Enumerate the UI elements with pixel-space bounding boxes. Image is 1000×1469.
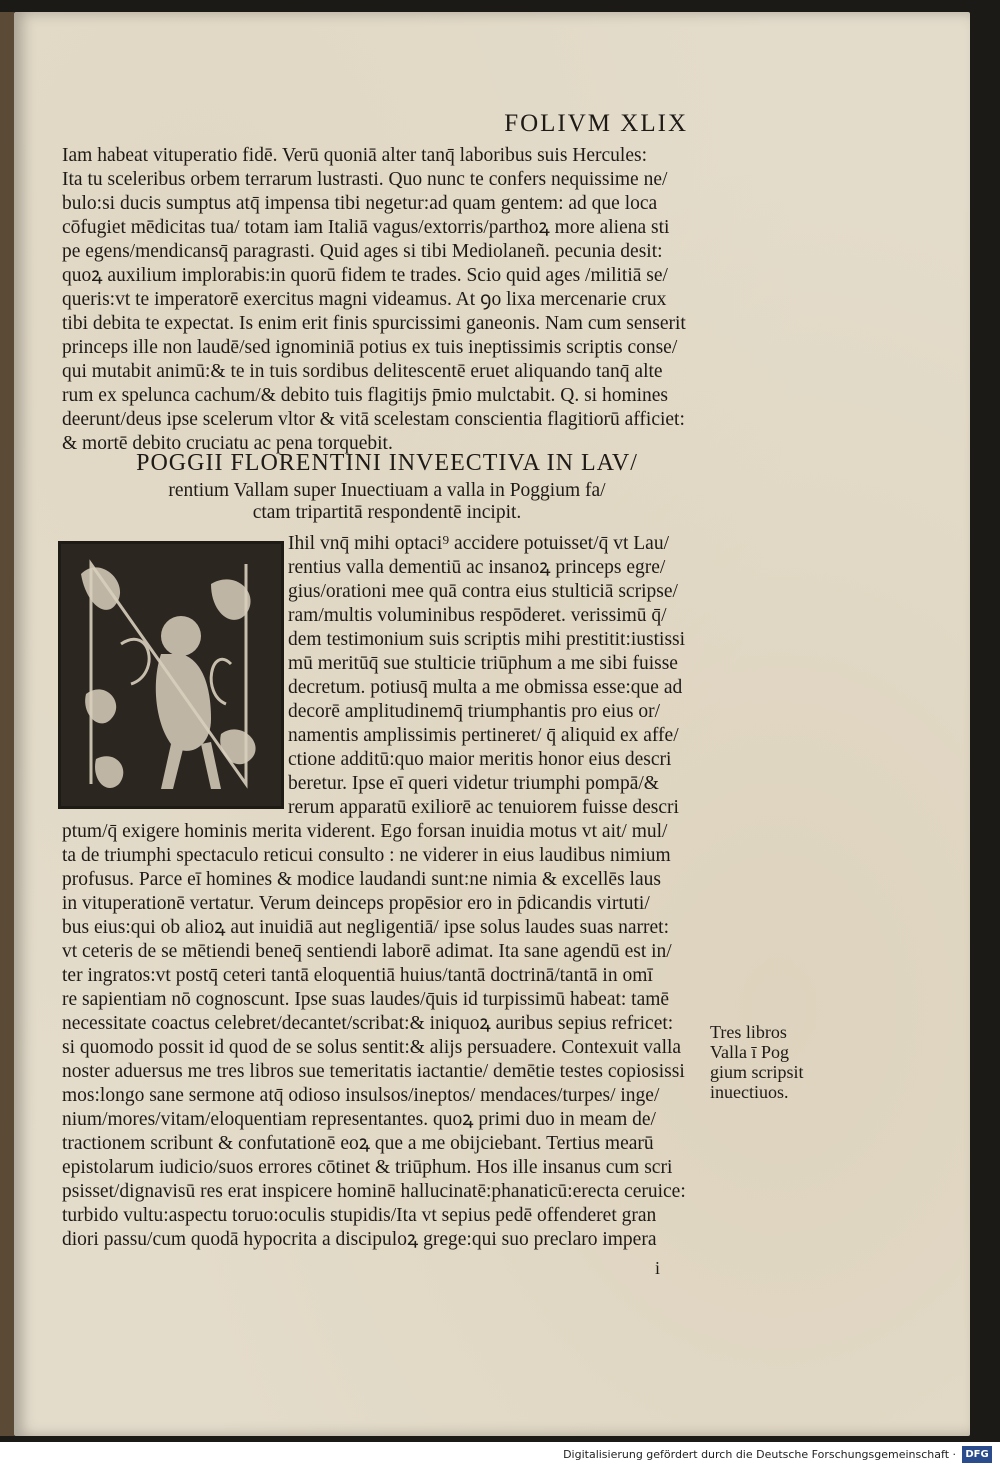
text-line: profusus. Parce eī homines & modice laudandi sunt:ne nimia & excellēs laus bbox=[62, 869, 661, 890]
text-line: ta de triumphi spectaculo reticui consulto : ne viderer in eius laudibus nimium bbox=[62, 845, 671, 866]
section-heading: POGGII FLORENTINI INVEECTIVA IN LAV/ bbox=[136, 450, 638, 476]
initial-woodcut-illustration bbox=[61, 544, 281, 806]
text-line: re sapientiam nō cognoscunt. Ipse suas laudes/q̄uis id turpissimū habeat: tamē bbox=[62, 989, 670, 1010]
text-line: in vituperationē vertatur. Verum deinceps propēsior ero in p̄dicandis virtuti/ bbox=[62, 893, 650, 914]
text-line: rerum apparatū exiliorē ac tenuiorem fuisse descri bbox=[288, 797, 679, 818]
margin-note-line: Tres libros bbox=[710, 1022, 787, 1042]
text-line: nium/mores/vitam/eloquentiam representantes. quoꝝ primi duo in meam de/ bbox=[62, 1109, 656, 1130]
text-line: Ita tu sceleribus orbem terrarum lustrasti. Quo nunc te confers nequissime ne/ bbox=[62, 169, 668, 190]
text-line: & mortē debito cruciatu ac pena torquebit. bbox=[62, 433, 393, 454]
decorated-initial-n bbox=[58, 541, 284, 809]
text-line: Iam habeat vituperatio fidē. Verū quoniā alter tanq̄ laboribus suis Hercules: bbox=[62, 145, 647, 166]
text-line: namentis amplissimis pertineret/ q̄ aliquid ex affe/ bbox=[288, 725, 679, 746]
text-line: ptum/q̄ exigere hominis merita viderent. Ego forsan inuidia motus vt ait/ mul/ bbox=[62, 821, 668, 842]
text-line: tibi debita te expectat. Is enim erit finis spurcissimi ganeonis. Nam cum senserit bbox=[62, 313, 686, 334]
text-line: dem testimonium suis scriptis mihi prestitit:iustissi bbox=[288, 629, 686, 650]
text-line: rum ex spelunca cachum/& debito tuis flagitijs p̄mio mulctabit. Q. si homines bbox=[62, 385, 669, 406]
margin-note-line: inuectiuos. bbox=[710, 1082, 789, 1102]
text-line: rentius valla dementiū ac insanoꝝ princeps egre/ bbox=[288, 557, 666, 578]
text-line: pe egens/mendicansq̄ paragrasti. Quid ages si tibi Mediolaneñ. pecunia desit: bbox=[62, 241, 663, 262]
margin-note-line: Valla ī Pog bbox=[710, 1042, 789, 1062]
dfg-logo: DFG bbox=[962, 1446, 992, 1463]
text-line: queris:vt te imperatorē exercitus magni videamus. At ꝯo lixa mercenarie crux bbox=[62, 289, 667, 310]
text-line: beretur. Ipse eī queri videtur triumphi pompā/& bbox=[288, 773, 659, 794]
footer-bar bbox=[0, 1442, 1000, 1469]
section-subheading: ctam tripartitā respondentē incipit. bbox=[252, 502, 522, 523]
book-spine-edge bbox=[0, 12, 14, 1436]
text-line: tractionem scribunt & confutationē eoꝝ que a me obijciebant. Tertius mearū bbox=[62, 1133, 654, 1154]
margin-note-line: gium scripsit bbox=[710, 1062, 804, 1082]
text-line: psisset/dignavisū res erat inspicere hominē hallucinatē:phanaticū:erecta ceruice: bbox=[62, 1181, 686, 1202]
text-line: mū meritūq̄ sue stulticie triūphum a me sibi fuisse bbox=[288, 653, 678, 674]
text-line: ter ingratos:vt postq̄ ceteri tantā eloquentiā huius/tantā doctrinā/tantā in omī bbox=[62, 965, 653, 986]
text-line: bulo:si ducis sumptus atq̄ impensa tibi negetur:ad quam gentem: ad que loca bbox=[62, 193, 658, 214]
text-line: gius/orationi mee quā contra eius stulticiā scripse/ bbox=[288, 581, 678, 602]
folio-number: FOLIVM XLIX bbox=[504, 110, 688, 137]
text-line: turbido vultu:aspectu toruo:oculis stupidis/Ita vt sepius pedē offenderet gran bbox=[62, 1205, 657, 1226]
text-line: noster aduersus me tres libros sue temeritatis iactantie/ demētie testes copiosissi bbox=[62, 1061, 685, 1082]
text-line: cōfugiet mēdicitas tua/ totam iam Italiā vagus/extorris/parthoꝝ more aliena sti bbox=[62, 217, 670, 238]
text-line: bus eius:qui ob alioꝝ aut inuidiā aut negligentiā/ ipse solus laudes suas narret: bbox=[62, 917, 669, 938]
text-line: diori passu/cum quodā hypocrita a discipuloꝝ grege:qui suo preclaro impera bbox=[62, 1229, 657, 1250]
text-line: epistolarum iudicio/suos errores cōtinet & triūphum. Hos ille insanus cum scri bbox=[62, 1157, 673, 1178]
text-line: si quomodo possit id quod de se solus sentit:& alijs persuadere. Contexuit valla bbox=[62, 1037, 682, 1058]
text-line: necessitate coactus celebret/decantet/scribat:& iniquoꝝ auribus sepius refricet: bbox=[62, 1013, 674, 1034]
text-line: vt ceteris de se mētiendi beneq̄ sentiendi laborē adimat. Ita sane agendū est in/ bbox=[62, 941, 672, 962]
text-line: decretum. potiusq̄ multa a me obmissa esse:que ad bbox=[288, 677, 683, 698]
text-line: deerunt/deus ipse scelerum vltor & vitā scelestam conscientia flagitiorū afficiet: bbox=[62, 409, 685, 430]
section-subheading: rentium Vallam super Inuectiuam a valla in Poggium fa/ bbox=[168, 480, 606, 501]
text-line: Ihil vnq̄ mihi optaci⁹ accidere potuisset/q̄ vt Lau/ bbox=[288, 533, 669, 554]
text-line: mos:longo sane sermone atq̄ odioso insulsos/ineptos/ mendaces/turpes/ inge/ bbox=[62, 1085, 660, 1106]
text-line: decorē amplitudinemq̄ triumphantis pro eius or/ bbox=[288, 701, 661, 722]
text-line: qui mutabit animū:& te in tuis sordibus delitescentē eruet aliquando tanq̄ alte bbox=[62, 361, 663, 382]
text-line: ram/multis voluminibus respōderet. verissimū q̄/ bbox=[288, 605, 667, 626]
text-line: princeps ille non laudē/sed ignominiā potius ex tuis ineptissimis scriptis conse/ bbox=[62, 337, 678, 358]
text-line: quoꝝ auxilium implorabis:in quorū fidem te trades. Scio quid ages /militiā se/ bbox=[62, 265, 668, 286]
signature-mark: i bbox=[655, 1258, 661, 1278]
footer-credit: Digitalisierung gefördert durch die Deutsche Forschungsgemeinschaft · bbox=[563, 1448, 956, 1461]
text-line: ctione additū:quo maior meritis honor eius descri bbox=[288, 749, 672, 770]
